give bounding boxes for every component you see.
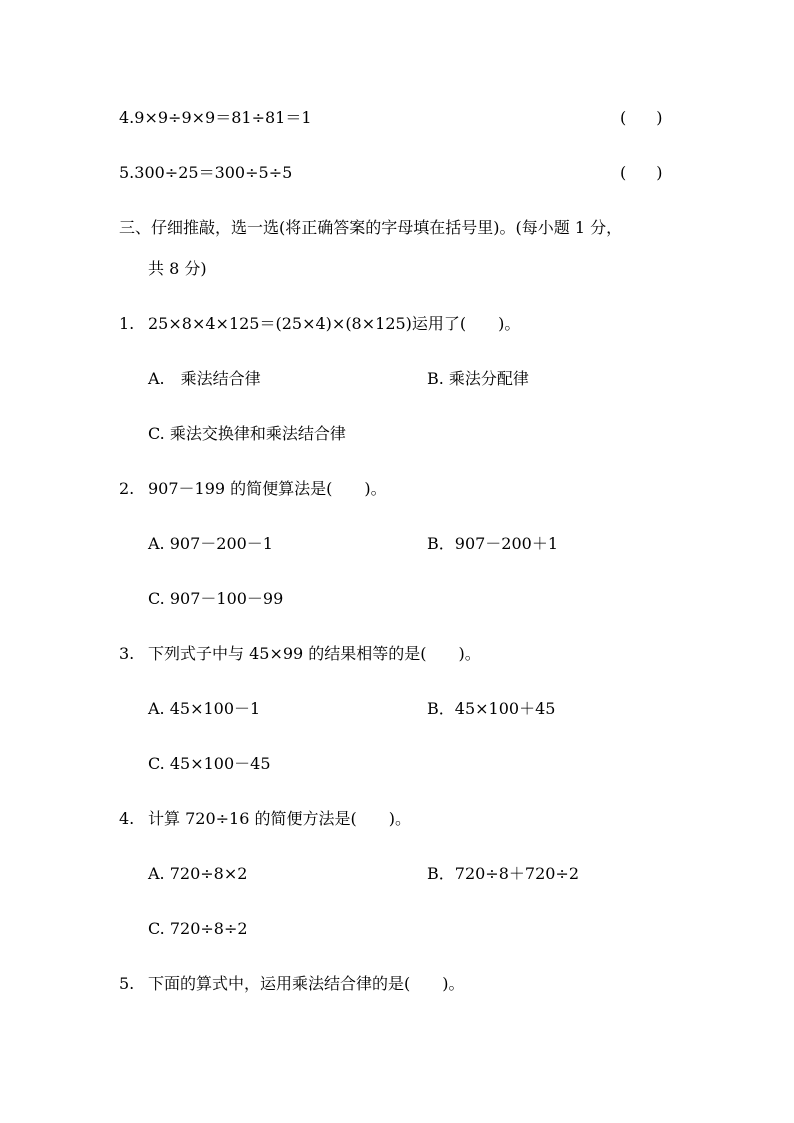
paren-open: (	[620, 163, 627, 182]
option-a[interactable]: A. 907－200－1	[148, 534, 273, 553]
option-b[interactable]: B．720÷8＋720÷2	[427, 864, 580, 883]
question-number: 3.	[119, 644, 135, 663]
question-number: 1.	[119, 314, 135, 333]
question-number: 4.	[119, 809, 135, 828]
option-c[interactable]: C. 907－100－99	[148, 589, 284, 608]
option-b[interactable]: B．45×100＋45	[427, 699, 556, 718]
option-a[interactable]: A. 720÷8×2	[148, 864, 248, 883]
question-number: 5.	[119, 974, 135, 993]
question-text: 计算 720÷16 的简便方法是( )。	[148, 809, 411, 828]
option-c[interactable]: C. 720÷8÷2	[148, 919, 248, 938]
paren-open: (	[620, 108, 627, 127]
tf-statement-5: 5.300÷25＝300÷5÷5	[119, 163, 293, 182]
question-text: 907－199 的简便算法是( )。	[148, 479, 387, 498]
option-c[interactable]: C. 乘法交换律和乘法结合律	[148, 424, 346, 443]
section-heading-continued: 共 8 分)	[148, 259, 207, 278]
option-b[interactable]: B．907－200＋1	[427, 534, 559, 553]
paren-close: )	[656, 163, 663, 182]
option-b[interactable]: B. 乘法分配律	[427, 369, 529, 388]
tf-answer-paren-5[interactable]	[620, 163, 663, 183]
question-text: 25×8×4×125＝(25×4)×(8×125)运用了( )。	[148, 314, 521, 333]
option-a[interactable]: A. 乘法结合律	[148, 369, 261, 388]
question-text: 下列式子中与 45×99 的结果相等的是( )。	[148, 644, 481, 663]
tf-statement-4: 4.9×9÷9×9＝81÷81＝1	[119, 108, 312, 127]
option-a[interactable]: A. 45×100－1	[148, 699, 261, 718]
question-number: 2.	[119, 479, 135, 498]
paren-close: )	[656, 108, 663, 127]
section-heading: 三、仔细推敲，选一选(将正确答案的字母填在括号里)。(每小题 1 分，	[119, 218, 623, 237]
option-c[interactable]: C. 45×100－45	[148, 754, 271, 773]
question-text: 下面的算式中，运用乘法结合律的是( )。	[148, 974, 465, 993]
tf-answer-paren-4[interactable]	[620, 108, 663, 128]
